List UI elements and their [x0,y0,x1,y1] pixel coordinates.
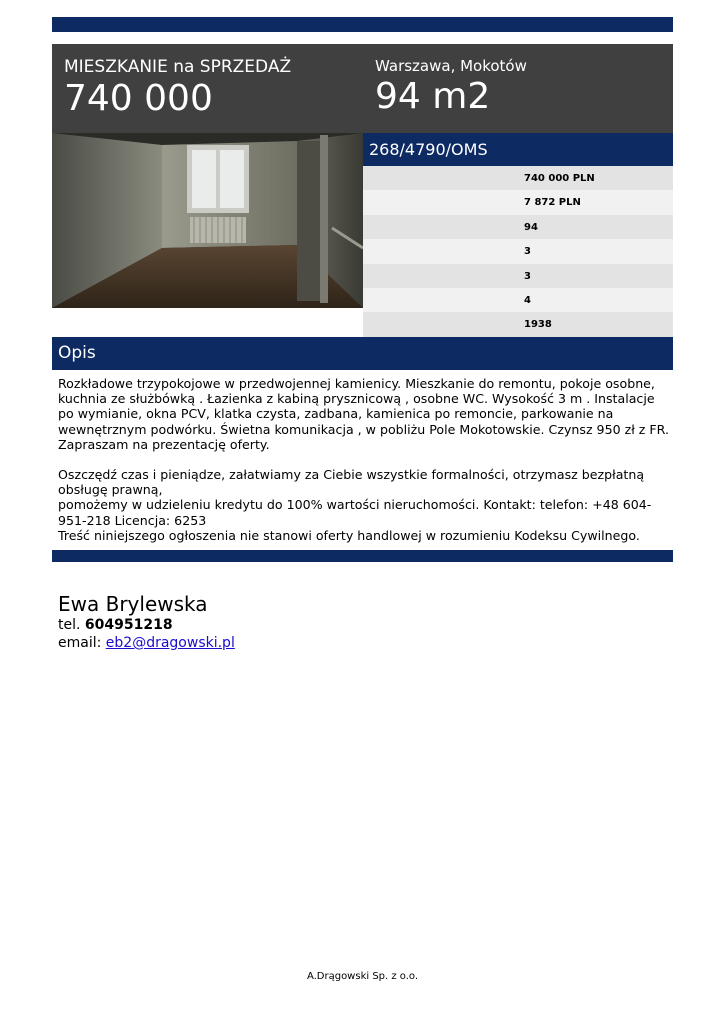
spec-row [363,215,673,239]
spec-price: 740 000 PLN [524,173,595,184]
bottom-accent-bar [52,550,673,562]
email-label: email: [58,635,102,651]
spec-floor: 3 [524,270,531,282]
property-location: Warszawa, Mokotów [375,57,527,75]
property-photo [52,133,363,308]
spec-row [363,239,673,263]
property-price: 740 000 [64,78,213,119]
agent-email-link[interactable]: eb2@dragowski.pl [105,635,235,651]
spec-area: 94 [524,221,538,233]
offer-number-bar: 268/4790/OMS [363,133,673,166]
spec-row [363,312,673,336]
footer-company: A.Drągowski Sp. z o.o. [306,971,419,982]
agent-phone-line [58,616,235,634]
agent-email-line [58,634,235,652]
property-area: 94 m2 [375,76,491,117]
description-paragraph: Rozkładowe trzypokojowe w przedwojennej kamienicy. Mieszkanie do remontu, pokoje osobne, kuchnia ze służbówką . Łazienka z kabiną prysznicową , osobne WC. Wysokość 3 m . Instalacje po wymianie, okna PCV, klatka czysta, zadbana, kamienica po remoncie, parkowanie na wewnętrznym podwórku. Świetna komunikacja , w pobliżu Pole Mokotowskie. Czynsz 950 zł z FR. Zapraszam na prezentację oferty. [58,376,669,452]
spec-price-per-m2: 7 872 PLN [524,197,581,209]
room-photo-image [52,133,363,308]
spec-row [363,166,673,190]
spec-floors-total: 4 [524,294,531,306]
spec-row [363,264,673,288]
agent-contact [58,592,235,652]
agent-phone: 604951218 [84,617,173,633]
phone-label: tel. [58,617,81,633]
specs-table [363,166,673,337]
spec-row [363,288,673,312]
spec-year-built: 1938 [524,319,552,331]
description-title: Opis [52,337,673,370]
top-accent-bar [52,17,673,32]
header-left [64,56,291,120]
property-type: MIESZKANIE na SPRZEDAŻ [64,57,292,77]
spec-row [363,190,673,214]
spec-rooms: 3 [524,246,531,258]
listing-header [52,44,673,133]
description-body [58,376,670,543]
header-right [375,56,527,118]
agent-name: Ewa Brylewska [58,592,208,616]
description-paragraph: Oszczędź czas i pieniądze, załatwiamy za Ciebie wszystkie formalności, otrzymasz bezpłatną obsługę prawną, pomożemy w udzieleniu kredytu do 100% wartości nieruchomości. Kontakt: telefon: +48 604-951-218 Licencja: 6253 Treść niniejszego ogłoszenia nie stanowi oferty handlowej w rozumieniu Kodeksu Cywilnego. [58,467,652,543]
